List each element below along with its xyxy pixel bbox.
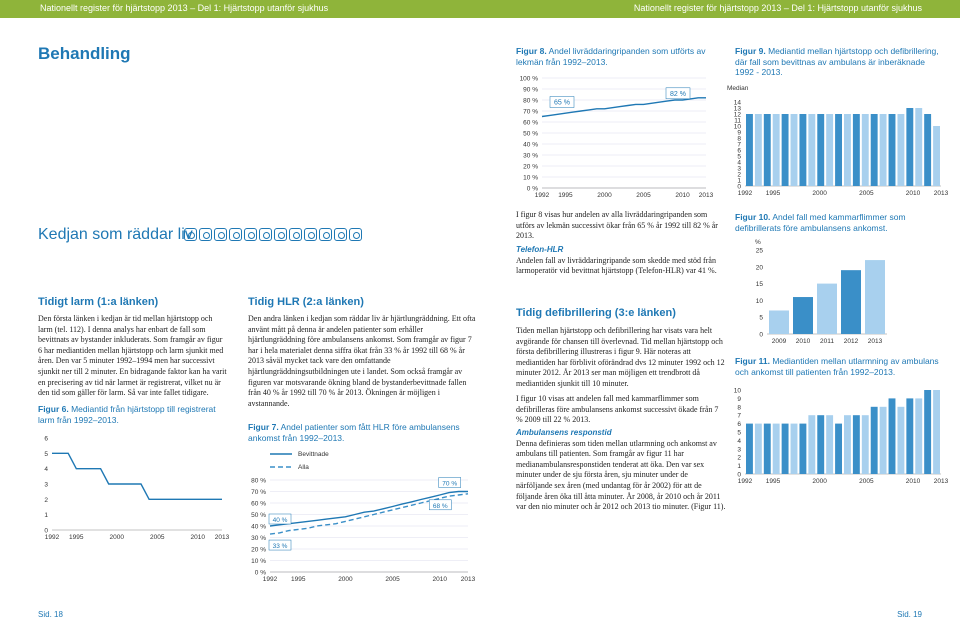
fig8-caption	[516, 46, 706, 67]
fig9-ytick: 0	[737, 183, 741, 191]
fig10-caption-text: Andel fall med kammarflimmer som defibrillerats före ambulansens ankomst.	[735, 212, 906, 233]
fig10-bar	[793, 297, 813, 334]
fig9-bar	[791, 114, 798, 186]
fig7-xtick: 2000	[338, 576, 353, 583]
fig9-bar	[755, 114, 762, 186]
fig11-bar	[915, 398, 922, 474]
page-number-right: Sid. 19	[897, 610, 922, 619]
fig9-xtick: 2005	[859, 190, 874, 197]
fig11-bar	[897, 407, 904, 474]
fig11-bar	[755, 424, 762, 474]
fig8-label: Figur 8.	[516, 46, 547, 56]
fig10-ytick: 5	[759, 314, 763, 322]
fig11-bar	[853, 415, 860, 474]
page-number-left: Sid. 18	[38, 610, 63, 619]
fig7-ytick: 40 %	[251, 523, 266, 531]
fig6-chart	[30, 430, 230, 545]
fig9-bar	[826, 114, 833, 186]
fig6-xtick: 1992	[44, 534, 60, 541]
fig9-ytick: 10	[733, 123, 741, 131]
amb-body: Denna definieras som tiden mellan utlarmning och ankomst av ambulans till patienten. Som framgår av figur 11 har medianambulansresponstiden tenderat att öka. Den var sex minuter under de sju första åren, sju minuter under de närföljande sex åren (med undantag för år 2002) för att de följande åren öka till åtta minuter. År 2008, år 2010 och år 2011 var den nio minuter och år 2012 och 2013 tio minuter. (Figur 11).	[516, 438, 726, 512]
fig9-bar	[835, 114, 842, 186]
fig9-xtick: 2010	[905, 190, 921, 197]
fig11-bar	[791, 424, 798, 474]
fig6-xtick: 2000	[109, 534, 124, 541]
fig9-bar	[817, 114, 824, 186]
fig9-ytick: 12	[733, 111, 741, 119]
fig11-ytick: 2	[737, 454, 741, 462]
fig9-ytick: 13	[733, 105, 741, 113]
amb-title: Ambulansens responstid	[516, 428, 612, 437]
fig9-caption	[735, 46, 945, 78]
fig9-xtick: 2000	[812, 190, 827, 197]
fig7-ytick: 20 %	[251, 546, 266, 554]
fig10-chart	[745, 236, 895, 351]
fig8-ytick: 20 %	[523, 163, 538, 171]
fig7-ytick: 70 %	[251, 489, 266, 496]
fig8-body: I figur 8 visas hur andelen av alla livräddaringripanden som utförs av lekmän successivt ökar från 65 % år 1992 till 82 % år 2013.	[516, 210, 718, 241]
fig7-ytick: 50 %	[251, 512, 266, 519]
heart-icon	[349, 228, 362, 241]
fig9-caption-text: Mediantid mellan hjärtstopp och defibrillering, där fall som bevittnas av ambulans är inberäknade 1992 - 2013.	[735, 46, 939, 77]
fig8-ytick: 90 %	[523, 86, 538, 94]
fig9-bar	[862, 114, 869, 186]
fig6-ytick: 0	[44, 527, 48, 535]
telefon-body: Andelen fall av livräddaringripande som skedde med stöd från larmoperatör vid bevittnat hjärtstopp (Telefon-HLR) var 41 %.	[516, 255, 717, 276]
fig10-xtick: 2013	[867, 338, 883, 345]
fig11-ytick: 6	[737, 421, 741, 429]
fig9-bar	[808, 114, 815, 186]
fig11-xtick: 2005	[859, 478, 874, 485]
fig10-bar	[769, 310, 789, 334]
fig7-xtick: 2010	[432, 576, 447, 583]
fig9-xtick: 2013	[933, 190, 949, 197]
fig9-xtick: 1995	[765, 190, 781, 197]
fig8-ytick: 10 %	[523, 174, 538, 182]
fig7-legend-bevittnade: Bevittnade	[298, 451, 329, 458]
fig10-xtick: 2012	[843, 338, 859, 345]
telefon-title: Telefon-HLR	[516, 245, 564, 254]
fig8-xtick: 2005	[636, 192, 651, 199]
fig7-annotation: 68 %	[432, 502, 448, 510]
fig9-bar	[889, 114, 896, 186]
fig10-caption	[735, 212, 945, 233]
fig11-ytick: 5	[737, 429, 741, 437]
fig9-chart	[723, 80, 949, 205]
header-bar	[0, 0, 960, 18]
fig9-bar	[897, 114, 904, 186]
fig11-xtick: 1992	[737, 478, 753, 485]
defib-body: Tiden mellan hjärtstopp och defibrillering har visats vara helt avgörande för chansen till överlevnad. Tid mellan hjärtstopp och första defibrillering illustreras i figur 9. Här noteras att mediantiden har förblivit oförändrad dvs 12 minuter 1992 och 12 minuter 2012. År 2013 ser man möjligen ett trendbrott då mediantiden sjunkit till 10 minuter.	[516, 326, 725, 388]
fig6-label: Figur 6.	[38, 404, 69, 414]
fig9-ytick: 7	[737, 141, 741, 149]
fig9-ytick: 1	[737, 177, 741, 185]
fig9-bar	[799, 114, 806, 186]
fig11-xtick: 2013	[933, 478, 949, 485]
fig10-bar	[841, 270, 861, 334]
fig9-bar	[880, 114, 887, 186]
fig7-xtick: 1992	[262, 576, 278, 583]
fig7-ytick: 60 %	[251, 500, 266, 508]
fig6-ytick: 1	[44, 512, 48, 520]
fig11-bar	[889, 398, 896, 474]
fig10-ytick: 10	[755, 297, 763, 305]
fig7-xtick: 2005	[385, 576, 400, 583]
fig9-ytick: 8	[737, 135, 741, 143]
header-left: Nationellt register för hjärtstopp 2013 – Del 1: Hjärtstopp utanför sjukhus	[40, 3, 329, 13]
fig8-chart	[508, 70, 714, 205]
fig8-caption-text: Andel livräddaringripanden som utförts av lekmän från 1992–2013.	[516, 46, 706, 67]
fig11-bar	[880, 407, 887, 474]
fig11-ytick: 7	[737, 412, 741, 420]
clock-icon	[259, 228, 272, 241]
fig7-chart	[240, 440, 478, 590]
hlr-body: Den andra länken i kedjan som räddar liv är hjärtlungräddning. Ett ofta använt mått på denna är andelen patienter som erhåller hjärtlungräddning före ambulansens ankomst. Som framgår av figur 7 har i hela materialet denna siffra ökat från 33 % år 1992 till 68 % år 2013 såväl mycket tack vare den omfattande hjärtlungräddningsutbildningen ute i landet. Som också framgår av figuren var motsvarande ökning bland de bystanderbevittnade fallen från 40 % år 1992 till 70 % år 2013. Ökningen är möjligen i avstannande.	[248, 314, 476, 408]
fig11-bar	[906, 398, 913, 474]
section-title-behandling: Behandling	[38, 44, 131, 63]
fig10-bar	[817, 284, 837, 334]
fig10-ytick: 20	[755, 264, 763, 272]
fig7-annotation: 33 %	[272, 543, 288, 551]
fig11-bar	[844, 415, 851, 474]
fig7-ytick: 80 %	[251, 477, 266, 485]
fig10-ylabel: %	[755, 239, 761, 246]
syringe-icon	[319, 228, 332, 241]
fig8-xtick: 1995	[558, 192, 573, 199]
fig7-annotation: 70 %	[442, 480, 458, 488]
fig6-xtick: 1995	[69, 534, 84, 541]
fig6-ytick: 4	[44, 466, 48, 474]
fig6-ytick: 2	[44, 496, 48, 504]
fig11-bar	[924, 390, 931, 474]
fig11-bar	[808, 415, 815, 474]
fig6-caption-text: Mediantid från hjärtstopp till registrerat larm från 1992–2013.	[38, 404, 216, 425]
fig8-ytick: 40 %	[523, 141, 538, 149]
fig8-ytick: 0 %	[526, 185, 538, 193]
fig8-xtick: 2000	[597, 192, 612, 199]
fig11-caption	[735, 356, 945, 377]
fig9-bar	[853, 114, 860, 186]
section-title-defib: Tidig defibrillering (3:e länken)	[516, 307, 676, 319]
fig9-ytick: 4	[737, 159, 741, 167]
fig6-xtick: 2013	[214, 534, 230, 541]
fig8-xtick: 2013	[698, 192, 714, 199]
fig7-ytick: 10 %	[251, 558, 266, 565]
fig9-ytick: 14	[733, 99, 741, 107]
fig7-ytick: 0 %	[254, 569, 266, 577]
fig10-ytick: 0	[759, 331, 763, 339]
fig6-xtick: 2010	[190, 534, 205, 541]
fig9-ytick: 3	[737, 165, 741, 173]
clock-icon	[334, 228, 347, 241]
fig8-ytick: 70 %	[523, 108, 538, 116]
fig9-bar	[924, 114, 931, 186]
fig11-ytick: 9	[737, 395, 741, 403]
fig7-xtick: 2013	[460, 576, 476, 583]
fig6-xtick: 2005	[150, 534, 165, 541]
fig9-label: Figur 9.	[735, 46, 766, 56]
fig8-xtick: 1992	[534, 192, 550, 199]
fig9-bar	[933, 126, 940, 186]
fig9-bar	[844, 114, 851, 186]
fig6-ytick: 5	[44, 450, 48, 458]
fig6-caption	[38, 404, 228, 425]
fig8-ytick: 80 %	[523, 97, 538, 105]
clock-icon	[244, 228, 257, 241]
section-title-alarm: Tidigt larm (1:a länken)	[38, 296, 159, 308]
alarm-body: Den första länken i kedjan är tid mellan hjärtstopp och larm (tel. 112). I denna analys har enbart de fall som bevittnats av bystander inkluderats. Som framgår av figur 6 har mediantiden mellan hjärtstopp och larm sjunkit med åren. Den var 5 minuter 1992–1994 men har successivt sjunkit ner till 2 minuter. En bidragande faktor kan ha varit en precisering av tid när larmet är registrerat, vilket nu är den tid som gäller för larm. Så var inte fallet tidigare.	[38, 314, 227, 398]
fig11-ytick: 8	[737, 404, 741, 412]
fig8-xtick: 2010	[675, 192, 690, 199]
fig7-xtick: 1995	[291, 576, 306, 583]
fig11-bar	[835, 424, 842, 474]
clock-icon	[289, 228, 302, 241]
chain-icons	[182, 226, 377, 242]
fig11-caption-text: Mediantiden mellan utlarmning av ambulans och ankomst till patienten från 1992–2013.	[735, 356, 939, 377]
fig9-ytick: 5	[737, 153, 741, 161]
fig9-bar	[915, 108, 922, 186]
fig11-ytick: 1	[737, 463, 741, 471]
person-icon	[304, 228, 317, 241]
fig11-bar	[933, 390, 940, 474]
header-right: Nationellt register för hjärtstopp 2013 – Del 1: Hjärtstopp utanför sjukhus	[633, 3, 922, 13]
fig6-ytick: 3	[44, 481, 48, 489]
fig10-xtick: 2009	[771, 338, 787, 345]
fig10-ytick: 15	[755, 281, 763, 289]
section-title-chain: Kedjan som räddar liv	[38, 226, 193, 243]
fig9-xtick: 1992	[737, 190, 753, 197]
fig8-ytick: 50 %	[523, 130, 538, 138]
fig11-bar	[764, 424, 771, 474]
fig11-xtick: 2010	[905, 478, 921, 485]
ambulance-icon	[199, 228, 212, 241]
fig10-xtick: 2011	[820, 338, 834, 345]
fig11-bar	[817, 415, 824, 474]
fig9-ytick: 9	[737, 129, 741, 137]
fig11-ytick: 0	[737, 471, 741, 479]
fig11-chart	[723, 382, 949, 492]
fig11-bar	[871, 407, 878, 474]
fig10-xtick: 2010	[795, 338, 811, 345]
fig11-ytick: 4	[737, 437, 741, 445]
fig9-bar	[782, 114, 789, 186]
fig7-legend-alla: Alla	[298, 464, 309, 471]
fig6-ytick: 6	[44, 435, 48, 443]
fig10-bar	[865, 260, 885, 334]
fig6-line	[52, 453, 222, 499]
syringe-icon	[229, 228, 242, 241]
fig7-ytick: 30 %	[251, 535, 266, 542]
fig11-ytick: 10	[733, 387, 741, 395]
fig10-label: Figur 10.	[735, 212, 771, 222]
fig11-xtick: 2000	[812, 478, 827, 485]
telefon-block	[516, 245, 726, 277]
phone-icon	[214, 228, 227, 241]
fig9-bar	[764, 114, 771, 186]
fig9-ytick: 6	[737, 147, 741, 155]
fig11-bar	[826, 415, 833, 474]
fig8-ytick: 100 %	[519, 75, 538, 83]
fig9-bar	[871, 114, 878, 186]
amb-block	[516, 428, 726, 513]
fig8-annotation-start: 65 %	[554, 99, 570, 107]
fig11-bar	[773, 424, 780, 474]
fig9-bar	[773, 114, 780, 186]
fig7-annotation: 40 %	[272, 517, 288, 524]
fig11-xtick: 1995	[765, 478, 781, 485]
fig9-ylabel: Median	[727, 85, 749, 92]
fig11-bar	[799, 424, 806, 474]
fig7-label: Figur 7.	[248, 422, 279, 432]
fig11-ytick: 3	[737, 446, 741, 454]
fig11-bar	[862, 415, 869, 474]
fig7-caption-text: Andel patienter som fått HLR före ambulansens ankomst från 1992–2013.	[248, 422, 460, 443]
heart-icon	[274, 228, 287, 241]
fig11-bar	[746, 424, 753, 474]
section-title-hlr: Tidig HLR (2:a länken)	[248, 296, 364, 308]
fig8-ytick: 60 %	[523, 119, 538, 127]
defib-body2: I figur 10 visas att andelen fall med kammarflimmer som defibrilleras före ambulansens ankomst successivt ökade från 7 % 2009 till 22 % 2013.	[516, 394, 719, 425]
fig8-annotation-end: 82 %	[670, 90, 686, 98]
fig9-bar	[746, 114, 753, 186]
check-icon	[184, 228, 197, 241]
fig9-bar	[906, 108, 913, 186]
fig9-ytick: 11	[734, 117, 741, 125]
fig11-label: Figur 11.	[735, 356, 770, 366]
fig11-bar	[782, 424, 789, 474]
fig9-ytick: 2	[737, 171, 741, 179]
fig10-ytick: 25	[755, 247, 763, 255]
fig8-ytick: 30 %	[523, 152, 538, 160]
